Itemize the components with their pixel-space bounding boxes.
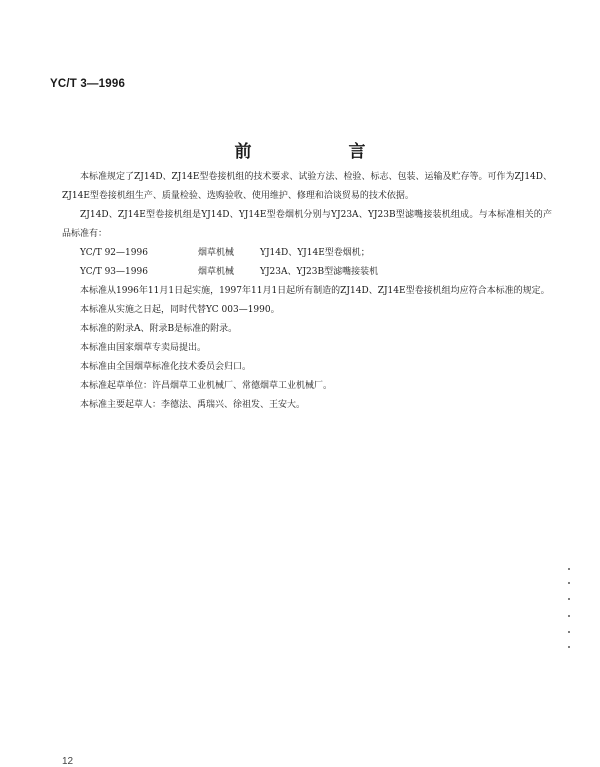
reference-category: 烟草机械 <box>198 248 235 258</box>
reference-item <box>62 244 552 263</box>
paragraph-drafting-units: 本标准起草单位：许昌烟草工业机械厂、常德烟草工业机械厂。 <box>80 381 333 391</box>
paragraph-appendix: 本标准的附录A、附录B是标准的附录。 <box>80 324 238 334</box>
paragraph-scope: 本标准规定了ZJ14D、ZJ14E型卷接机组的技术要求、试验方法、检验、标志、包装、运输及贮存等。可作为ZJ14D、ZJ14E型卷接机组生产、质量检验、选购验收、使用维护、修理和洽谈贸易的技术依据。 <box>62 172 552 201</box>
reference-item <box>62 263 552 282</box>
reference-code: YC/T 92—1996 <box>80 248 148 258</box>
paragraph-effective-date: 本标准从1996年11月1日起实施，1997年11月1日起所有制造的ZJ14D、ZJ14E型卷接机组均应符合本标准的规定。 <box>80 286 550 296</box>
standard-code: YC/T 3—1996 <box>50 78 126 90</box>
paragraph-replaces: 本标准从实施之日起，同时代替YC 003—1990。 <box>80 305 280 315</box>
paragraph-composition: ZJ14D、ZJ14E型卷接机组是YJ14D、YJ14E型卷烟机分别与YJ23A、YJ23B型滤嘴接装机组成。与本标准相关的产品标准有： <box>62 210 552 239</box>
page-title: 前 言 <box>234 142 406 162</box>
reference-code: YC/T 93—1996 <box>80 267 148 277</box>
reference-title: YJ14D、YJ14E型卷烟机； <box>260 248 370 258</box>
binding-margin-marks <box>566 568 572 648</box>
reference-title: YJ23A、YJ23B型滤嘴接装机 <box>260 267 379 277</box>
reference-category: 烟草机械 <box>198 267 235 277</box>
foreword-body <box>62 168 552 415</box>
paragraph-proposed-by: 本标准由国家烟草专卖局提出。 <box>80 343 207 353</box>
paragraph-drafters: 本标准主要起草人：李德法、禹瑞兴、徐祖发、王安大。 <box>80 400 306 410</box>
paragraph-managed-by: 本标准由全国烟草标准化技术委员会归口。 <box>80 362 252 372</box>
page-number: 12 <box>62 756 74 767</box>
